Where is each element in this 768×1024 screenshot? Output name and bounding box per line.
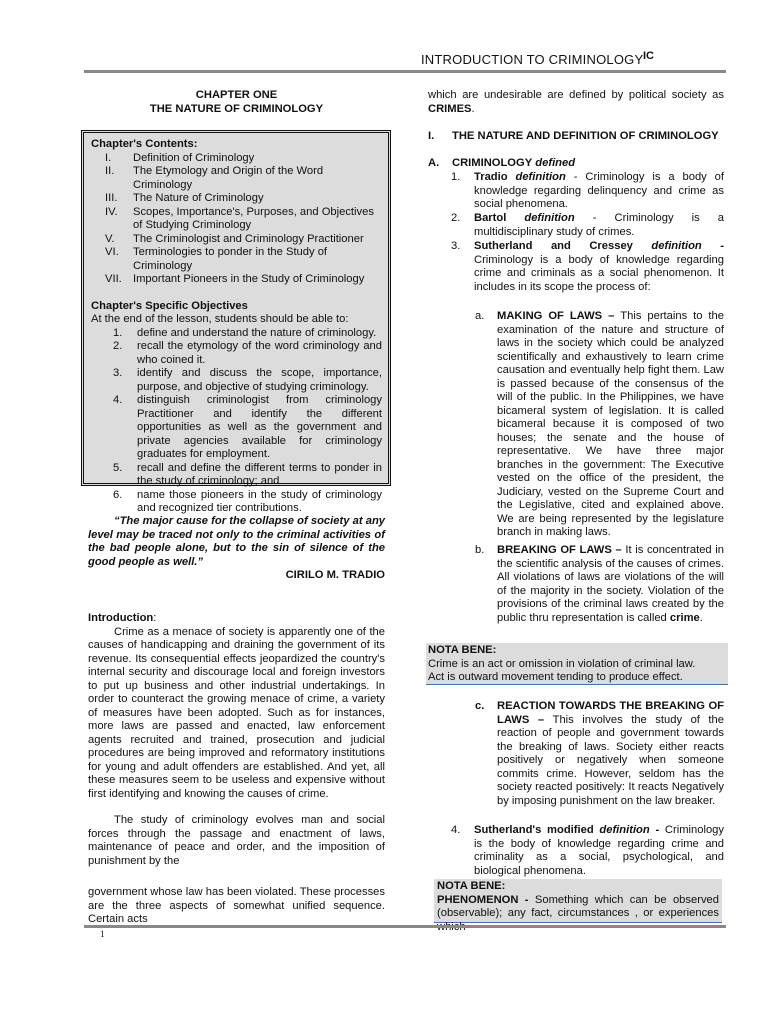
subsection-letter: A. xyxy=(428,157,440,169)
objectives-heading: Chapter's Specific Objectives xyxy=(91,299,248,312)
nota-bene-line: PHENOMENON - Something which can be observed (observable); any fact, circumstances , or experiences xyxy=(437,893,719,919)
chapter-heading xyxy=(88,89,385,116)
section-number: I. xyxy=(428,130,435,142)
definition-number: 2. xyxy=(451,212,461,224)
process-letter: b. xyxy=(475,544,485,556)
objectives-list xyxy=(91,327,382,516)
footer-rule xyxy=(84,925,726,928)
process-letter: c. xyxy=(475,700,485,712)
list-item: IV. Scopes, Importance's, Purposes, and Objectives of Studying Criminology xyxy=(105,205,374,231)
introduction-paragraph-continued: government whose law has been violated. These processes are the three aspects of somewhat unified sequence. Certain acts xyxy=(88,886,385,925)
definition-item: Bartol definition - Criminology is a multidisciplinary study of crimes. xyxy=(474,212,724,238)
chapter-contents-box xyxy=(81,130,391,514)
running-header-badge: IC xyxy=(643,50,654,62)
definition-item: Sutherland's modified definition - Criminology is the body of knowledge regarding crime and criminality as a social, psychological, and biological phenomena. xyxy=(474,824,724,877)
chapter-title: THE NATURE OF CRIMINOLOGY xyxy=(149,102,324,115)
introduction-paragraph: The study of criminology evolves man and social forces through the passage and enactment of laws, maintenance of peace and order, and the imposition of punishment by the xyxy=(88,814,385,867)
epigraph-quote xyxy=(88,515,385,583)
introduction-paragraph: Crime as a menace of society is apparently one of the causes of handicapping and draining the government of its revenue. Its consequential effects jeopardized the country's internal security and discourage local and foreign investors to put up business and other industrial undertakings. In order to counteract the growing menace of crime, a variety of measures have been adopted. Such as for instances, more laws are passed and enacted, law enforcement agents recruited and trained, prosecution and judicial procedures are being improved and reformatory institutions for young and adult offenders are established. And yet, all these measures seem to be useless and expensive without first identifying and knowing the causes of crime. xyxy=(88,625,385,800)
introduction-section: Introduction: Crime as a menace of society is apparently one of the causes of handicapping and draining the government of its revenue. Its consequential effects jeopardized the country's internal security and discourage local and foreign investors to put up business and other industrial undertakings. In order to counteract the growing menace of crime, a variety of measures have been adopted. Such as for instances, more laws are passed and enacted, law enforcement agents recruited and trained, prosecution and judicial procedures are being improved and reformatory institutions for young and adult offenders are established. And yet, all these measures seem to be useless and expensive without first identifying and knowing the causes of crime. The study of criminology evolves man and social forces through the passage and enactment of laws, maintenance of peace and order, and the imposition of punishment by the xyxy=(88,612,385,867)
definition-item: Tradio definition - Criminology is a body of knowledge regarding delinquency and crime as social phenomena. xyxy=(474,171,725,210)
page-number: 1 xyxy=(100,929,105,939)
list-item: VI. Terminologies to ponder in the Study of Criminology xyxy=(105,246,328,272)
list-item: 2. recall the etymology of the word criminology and who coined it. xyxy=(113,340,382,366)
running-header-title: INTRODUCTION TO CRIMINOLOGY xyxy=(421,52,644,67)
chapter-number: CHAPTER ONE xyxy=(195,89,278,101)
list-item: I. Definition of Criminology xyxy=(105,151,255,164)
list-item: 1. define and understand the nature of criminology. xyxy=(113,326,377,339)
process-item: REACTION TOWARDS THE BREAKING OF LAWS – This involves the study of the reaction of people and government towards the breaking of laws. Society either reacts positively or negatively when someone commits crime. However, seldom has the society reacted positively: It reacts Negatively by imposing punishment on the law breaker. xyxy=(497,700,724,807)
process-item: BREAKING OF LAWS – It is concentrated in the scientific analysis of the causes of crimes. All violations of laws are violations of the will of the majority in the society. Violation of the provisions of the criminal laws created by the public thru representation is called crime. xyxy=(497,544,724,624)
quote-author: CIRILO M. TRADIO xyxy=(285,569,385,581)
definition-number: 4. xyxy=(451,824,461,836)
header-rule xyxy=(84,70,726,73)
contents-list xyxy=(91,152,382,287)
list-item: 6. name those pioneers in the study of criminology and recognized tier contributions. xyxy=(113,488,382,514)
process-item: MAKING OF LAWS – This pertains to the examination of the nature and structure of laws in the society which could be analyzed scientifically and exhaustively to learn crime causation and eventually help fight them. Law is passed because of the consensus of the will of the public. In the Philippines, we have bicameral system of legislation. It is called bicameral because it is composed of two houses; the senate and the house of representative. We have three major branches in the government: The Executive vested on the office of the president, the Judiciary, vested on the Supreme Court and the Legislative, cited and explained above. We are being represented by the legislature branch in making laws. xyxy=(497,310,724,538)
list-item: 5. recall and define the different terms to ponder in the study of criminology; and xyxy=(113,461,382,487)
list-item: 4. distinguish criminologist from criminology Practitioner and identify the different opportunities as well as the government and private agencies available for criminology graduates for employment. xyxy=(113,394,382,460)
definition-number: 1. xyxy=(451,171,461,183)
process-letter: a. xyxy=(475,310,485,322)
definition-item: Sutherland and Cressey definition - Criminology is a body of knowledge regarding crime and criminals as a social phenomenon. It includes in its scope the process of: xyxy=(474,240,724,293)
definition-number: 3. xyxy=(451,240,461,252)
nota-bene-box xyxy=(434,879,722,923)
nota-bene-line: Crime is an act or omission in violation of criminal law. xyxy=(428,657,696,670)
list-item: VII. Important Pioneers in the Study of Criminology xyxy=(105,273,365,285)
subsection-title: CRIMINOLOGY defined xyxy=(452,157,576,169)
list-item: II. The Etymology and Origin of the Word Criminology xyxy=(105,165,324,191)
section-title: THE NATURE AND DEFINITION OF CRIMINOLOGY xyxy=(452,130,719,142)
continuation-paragraph: which are undesirable are defined by political society as CRIMES. xyxy=(428,89,724,115)
list-item: 3. identify and discuss the scope, importance, purpose, and objective of studying criminology. xyxy=(113,367,382,393)
nota-bene-box xyxy=(426,643,728,685)
nota-bene-heading: NOTA BENE: xyxy=(428,644,497,656)
nota-bene-line: Act is outward movement tending to produce effect. xyxy=(428,671,683,683)
contents-heading: Chapter's Contents: xyxy=(91,138,198,150)
introduction-label: Introduction xyxy=(88,612,154,624)
quote-text: “The major cause for the collapse of society at any level may be traced not only to the criminal activities of the bad people alone, but to the sin of silence of the good people as well.” xyxy=(88,515,385,568)
list-item: III. The Nature of Criminology xyxy=(105,192,264,204)
nota-bene-heading: NOTA BENE: xyxy=(437,880,506,892)
list-item: V. The Criminologist and Criminology Practitioner xyxy=(105,232,364,245)
objectives-intro: At the end of the lesson, students should be able to: xyxy=(91,313,349,325)
